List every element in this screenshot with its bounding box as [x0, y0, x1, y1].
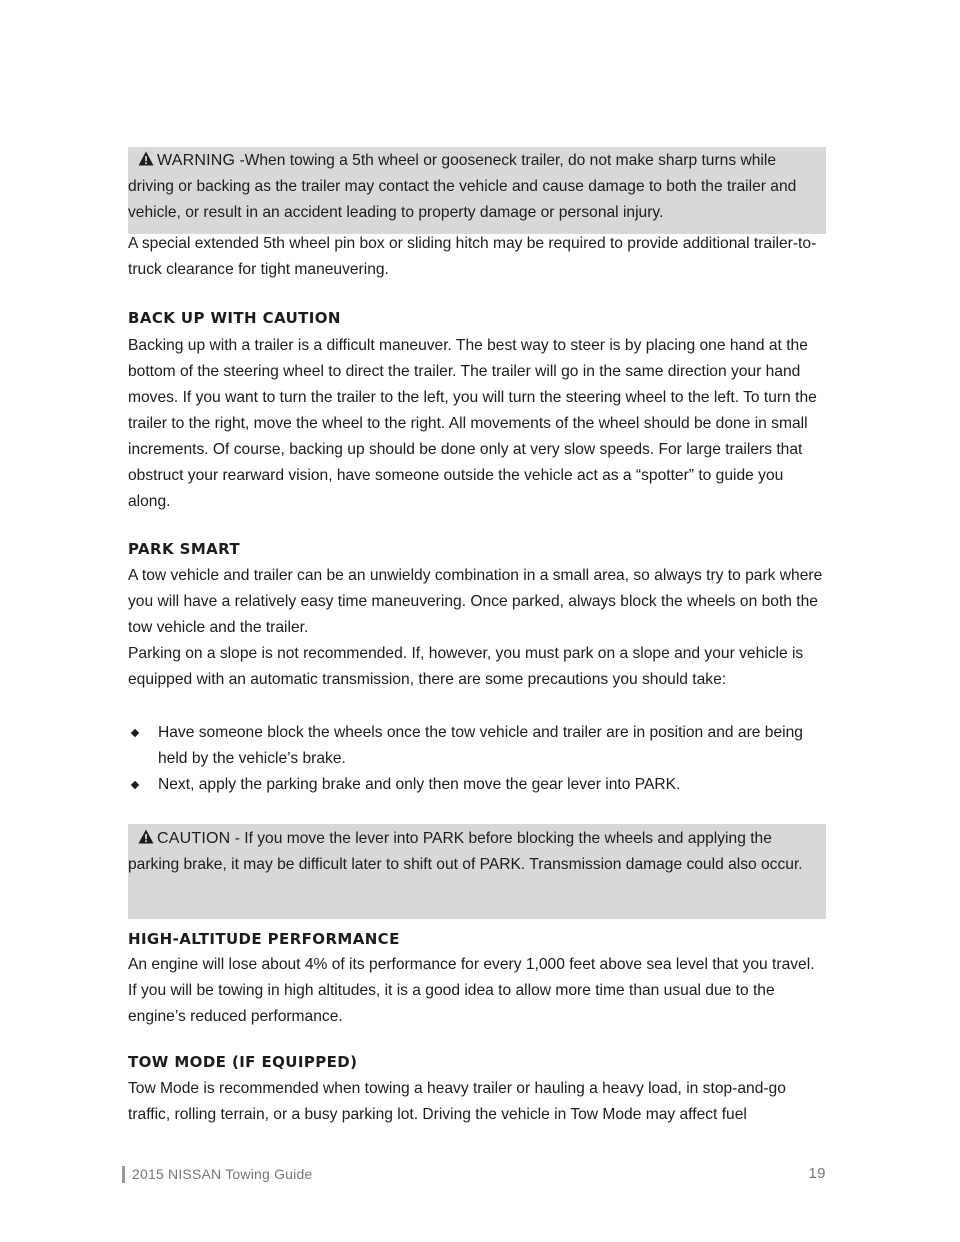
- caution-text-block: [128, 826, 826, 878]
- park-smart-heading: PARK SMART: [128, 540, 241, 558]
- warning-box: [128, 147, 826, 234]
- bullet-diamond-icon: [131, 729, 139, 737]
- warning-text: -When towing a 5th wheel or gooseneck trailer, do not make sharp turns while driving or backing as the trailer may contact the vehicle and cause damage to both the trailer and vehicle, or result in an accident leading to property damage or personal injury.: [128, 152, 797, 221]
- page-footer: [122, 1165, 826, 1185]
- park-smart-paragraph-2: Parking on a slope is not recommended. If, however, you must park on a slope and your vehicle is equipped with an automatic transmission, there are some precautions you should take:: [128, 645, 804, 688]
- list-item: [128, 772, 826, 798]
- park-smart-bullet-list: [128, 720, 826, 798]
- high-altitude-paragraph: An engine will lose about 4% of its performance for every 1,000 feet above sea level that you travel. If you will be towing in high altitudes, it is a good idea to allow more time than usual due to the engine’s reduced performance.: [128, 956, 815, 1025]
- footer-title: 2015 NISSAN Towing Guide: [132, 1166, 313, 1182]
- warning-triangle-icon: [138, 829, 154, 844]
- caution-label: CAUTION: [157, 830, 231, 847]
- back-up-paragraph: Backing up with a trailer is a difficult maneuver. The best way to steer is by placing one hand at the bottom of the steering wheel to direct the trailer. The trailer will go in the same direction your hand moves. If you want to turn the trailer to the left, you will turn the steering wheel to the left. To turn the trailer to the right, move the wheel to the right. All movements of the wheel should be done in small increments. Of course, backing up should be done only at very slow speeds. For large trailers that obstruct your rearward vision, have someone outside the vehicle act as a “spotter” to guide you along.: [128, 337, 817, 510]
- high-altitude-heading: HIGH-ALTITUDE PERFORMANCE: [128, 930, 400, 948]
- warning-text-block: [128, 148, 826, 226]
- back-up-heading: BACK UP WITH CAUTION: [128, 309, 341, 327]
- caution-box: [128, 824, 826, 919]
- footer-divider: [122, 1166, 125, 1183]
- bullet-text: Have someone block the wheels once the tow vehicle and trailer are in position and are being held by the vehicle’s brake.: [158, 724, 803, 767]
- tow-mode-heading: TOW MODE (IF EQUIPPED): [128, 1053, 358, 1071]
- bullet-text: Next, apply the parking brake and only then move the gear lever into PARK.: [158, 776, 681, 793]
- warning-triangle-icon: [138, 151, 154, 166]
- bullet-diamond-icon: [131, 781, 139, 789]
- page-number: 19: [808, 1165, 826, 1182]
- list-item: [128, 720, 826, 772]
- tow-mode-paragraph: Tow Mode is recommended when towing a heavy trailer or hauling a heavy load, in stop-and-go traffic, rolling terrain, or a busy parking lot. Driving the vehicle in Tow Mode may affect fuel: [128, 1080, 786, 1123]
- caution-text: - If you move the lever into PARK before blocking the wheels and applying the parking brake, it may be difficult later to shift out of PARK. Transmission damage could also occur.: [128, 830, 803, 873]
- intro-paragraph: A special extended 5th wheel pin box or sliding hitch may be required to provide additional trailer-to-truck clearance for tight maneuvering.: [128, 235, 817, 278]
- park-smart-paragraph-1: A tow vehicle and trailer can be an unwieldy combination in a small area, so always try to park where you will have a relatively easy time maneuvering. Once parked, always block the wheels on both the tow vehicle and the trailer.: [128, 567, 823, 636]
- warning-label: WARNING: [157, 152, 236, 169]
